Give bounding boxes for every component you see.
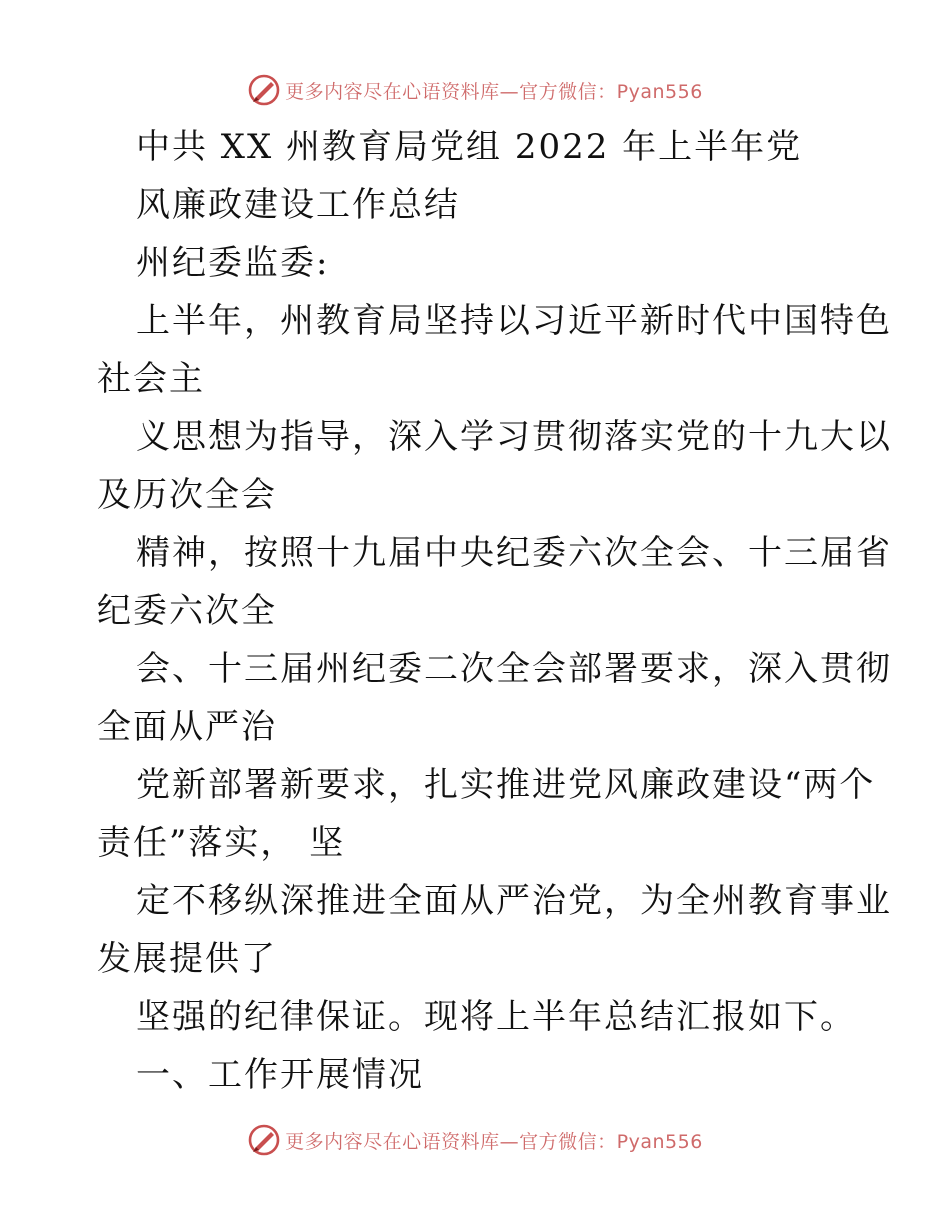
document-title-line-2: 风廉政建设工作总结 bbox=[136, 185, 460, 225]
body-line: 会、十三届州纪委二次全会部署要求，深入贯彻 bbox=[136, 649, 892, 689]
watermark-text: 更多内容尽在心语资料库—官方微信：Pyan556 bbox=[285, 80, 703, 103]
quill-logo-icon bbox=[247, 73, 281, 107]
section-heading: 一、工作开展情况 bbox=[136, 1055, 424, 1095]
watermark-text: 更多内容尽在心语资料库—官方微信：Pyan556 bbox=[285, 1130, 703, 1153]
body-line: 社会主 bbox=[97, 359, 205, 399]
watermark-banner-bottom bbox=[0, 1120, 950, 1160]
addressee: 州纪委监委: bbox=[136, 243, 330, 283]
body-line: 精神，按照十九届中央纪委六次全会、十三届省 bbox=[136, 533, 892, 573]
body-line: 发展提供了 bbox=[97, 939, 277, 979]
body-line: 坚强的纪律保证。现将上半年总结汇报如下。 bbox=[136, 997, 856, 1037]
body-line: 全面从严治 bbox=[97, 707, 277, 747]
watermark-banner-top bbox=[0, 70, 950, 110]
body-line: 上半年，州教育局坚持以习近平新时代中国特色 bbox=[136, 301, 892, 341]
quill-logo-icon bbox=[247, 1123, 281, 1157]
body-line: 纪委六次全 bbox=[97, 591, 277, 631]
body-line: 定不移纵深推进全面从严治党，为全州教育事业 bbox=[136, 881, 892, 921]
body-line: 及历次全会 bbox=[97, 475, 277, 515]
body-line: 党新部署新要求，扎实推进党风廉政建设“两个 bbox=[136, 765, 876, 805]
body-line: 责任”落实， 坚 bbox=[97, 823, 346, 863]
body-line: 义思想为指导，深入学习贯彻落实党的十九大以 bbox=[136, 417, 892, 457]
document-title-line-1: 中共 XX 州教育局党组 2022 年上半年党 bbox=[136, 127, 803, 167]
